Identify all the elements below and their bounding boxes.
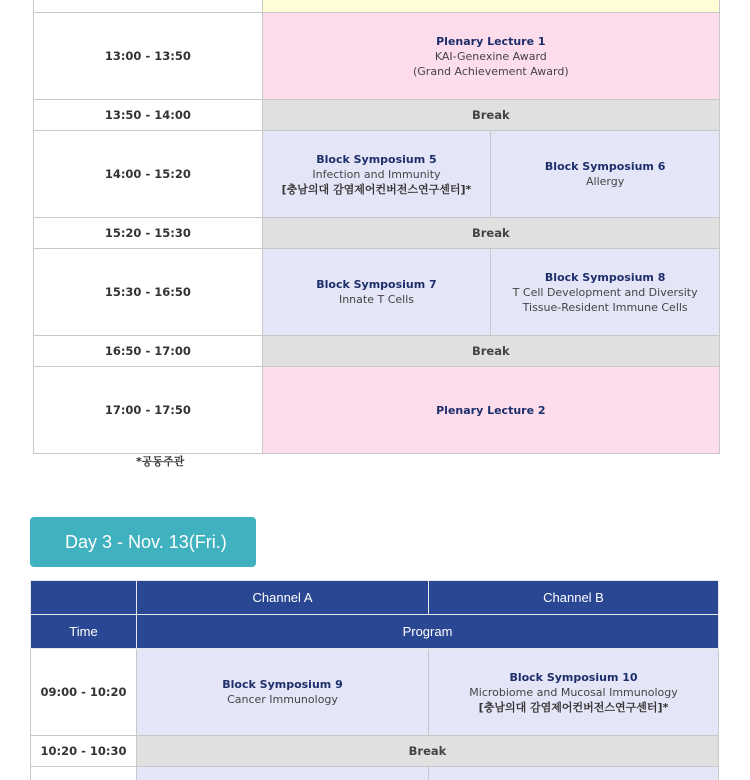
block-symposium-8-cell — [491, 249, 720, 336]
plenary-lecture-2-cell — [262, 367, 719, 454]
day3-tab-button[interactable]: Day 3 - Nov. 13(Fri.) — [30, 517, 256, 567]
break-cell: Break — [262, 336, 719, 367]
header-empty-cell — [31, 581, 137, 615]
session-title: Block Symposium 10 — [509, 670, 638, 684]
session-line: Cancer Immunology — [227, 693, 338, 706]
session-line: Tissue-Resident Immune Cells — [522, 300, 688, 314]
session-note: [충남의대 감염제어컨버전스연구센터]* — [281, 182, 472, 196]
header-program: Program — [137, 615, 719, 649]
time-cell: 14:00 - 15:20 — [34, 131, 263, 218]
plenary-lecture-1-cell — [262, 13, 719, 100]
header-channel-b: Channel B — [429, 581, 719, 615]
header-channel-a: Channel A — [137, 581, 429, 615]
session-line: Microbiome and Mucosal Immunology — [469, 685, 678, 699]
session-title: Plenary Lecture 2 — [436, 403, 546, 417]
time-cell: 13:50 - 14:00 — [34, 100, 263, 131]
session-title: Block Symposium 9 — [222, 678, 343, 691]
program-cell — [262, 0, 719, 13]
header-time: Time — [31, 615, 137, 649]
session-line: KAI-Genexine Award — [434, 49, 547, 63]
break-cell: Break — [137, 736, 719, 767]
time-cell: 15:30 - 16:50 — [34, 249, 263, 336]
session-line: Infection and Immunity — [312, 167, 441, 181]
time-cell — [31, 767, 137, 780]
program-cell — [429, 767, 719, 780]
block-symposium-7-cell — [262, 249, 491, 336]
day2-schedule-table — [33, 0, 720, 454]
time-cell: 09:00 - 10:20 — [31, 649, 137, 736]
session-title: Block Symposium 8 — [544, 270, 666, 284]
session-note: [충남의대 감염제어컨버전스연구센터]* — [478, 700, 669, 714]
session-line: Allergy — [586, 175, 625, 188]
time-cell: 15:20 - 15:30 — [34, 218, 263, 249]
session-line: Innate T Cells — [338, 293, 414, 306]
block-symposium-6-cell — [491, 131, 720, 218]
block-symposium-9-cell — [137, 649, 429, 736]
time-cell: 13:00 - 13:50 — [34, 13, 263, 100]
break-cell: Break — [262, 100, 719, 131]
session-line: T Cell Development and Diversity — [512, 285, 698, 299]
time-cell: 16:50 - 17:00 — [34, 336, 263, 367]
session-line: (Grand Achievement Award) — [412, 64, 569, 78]
block-symposium-10-cell — [429, 649, 719, 736]
block-symposium-5-cell — [262, 131, 491, 218]
time-cell: 10:20 - 10:30 — [31, 736, 137, 767]
session-title: Plenary Lecture 1 — [436, 34, 546, 48]
time-cell: 17:00 - 17:50 — [34, 367, 263, 454]
footnote: *공동주관 — [136, 455, 185, 468]
day3-schedule-table — [30, 580, 719, 780]
program-cell — [137, 767, 429, 780]
session-title: Block Symposium 7 — [316, 278, 437, 291]
session-title: Block Symposium 5 — [316, 152, 437, 166]
session-title: Block Symposium 6 — [544, 160, 666, 173]
time-cell — [34, 0, 263, 13]
break-cell: Break — [262, 218, 719, 249]
